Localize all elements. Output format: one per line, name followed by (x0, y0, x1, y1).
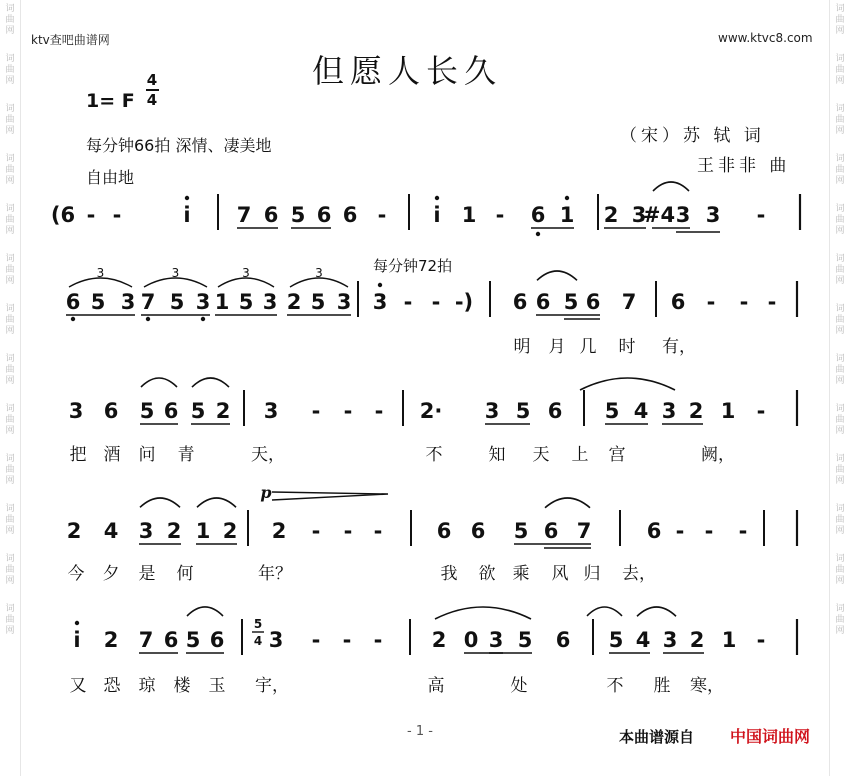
note: 6 (530, 203, 546, 227)
watermark-char: 网 (835, 226, 845, 236)
note: 3 (268, 628, 284, 652)
lyric-syllable: 何 (176, 564, 194, 584)
watermark-char: 词 (835, 104, 845, 114)
note: 6 (470, 519, 486, 543)
style-marking: 自由地 (86, 168, 135, 187)
note: 6 (646, 519, 662, 543)
watermark-char: 网 (5, 476, 15, 486)
note: 1 (195, 519, 211, 543)
watermark-char: 网 (835, 326, 845, 336)
watermark-char: 曲 (835, 15, 845, 25)
note: 5 (513, 519, 529, 543)
low-octave-dot (146, 317, 150, 321)
watermark-char: 曲 (5, 165, 15, 175)
note: 3 (195, 290, 211, 314)
watermark-char: 网 (5, 326, 15, 336)
note: 7 (140, 290, 156, 314)
lyric-syllable: 我 (440, 564, 458, 584)
note: 3 (631, 203, 647, 227)
lyric-syllable: 是 (138, 564, 156, 584)
note: 2 (66, 519, 82, 543)
lyric-syllable: 夕 (102, 564, 120, 584)
note: (6 (50, 203, 76, 227)
watermark-char: 曲 (5, 415, 15, 425)
note: 6 (342, 203, 358, 227)
slur (545, 498, 590, 508)
dynamic-marking: p (260, 483, 272, 502)
note: 6 (535, 290, 551, 314)
note: - (311, 519, 321, 543)
note: 5 (90, 290, 106, 314)
slur (141, 378, 177, 387)
watermark-char: 词 (5, 254, 15, 264)
note: 3 (661, 399, 677, 423)
watermark-char: 网 (835, 426, 845, 436)
note: 3 (675, 203, 691, 227)
lyric-syllable: 恐 (103, 676, 121, 696)
watermark-char: 网 (835, 526, 845, 536)
note: 5 (139, 399, 155, 423)
note: 2 (688, 399, 704, 423)
lyric-syllable: 又 (69, 676, 87, 696)
slur (637, 607, 676, 616)
lyric-syllable: 胜 (653, 676, 671, 696)
note: 6 (670, 290, 686, 314)
note: 6 (103, 399, 119, 423)
watermark-char: 词 (5, 154, 15, 164)
note: - (738, 519, 748, 543)
note: 4 (633, 399, 649, 423)
watermark-char: 曲 (835, 465, 845, 475)
note: - (112, 203, 122, 227)
watermark-char: 词 (5, 4, 15, 14)
tempo-marking: 每分钟66拍 深情、凄美地 (86, 136, 272, 155)
lyric-syllable: 玉 (208, 676, 226, 696)
watermark-char: 词 (5, 104, 15, 114)
watermark-char: 网 (835, 76, 845, 86)
lyric-syllable: 处 (510, 676, 528, 696)
low-octave-dot (201, 317, 205, 321)
note: 6 (543, 519, 559, 543)
watermark-char: 网 (5, 176, 15, 186)
time-change-bottom: 4 (253, 634, 263, 648)
watermark-char: 词 (5, 454, 15, 464)
lyric-syllable: 把 (69, 445, 87, 465)
watermark-char: 网 (5, 76, 15, 86)
site-name-left[interactable]: ktv查吧曲谱网 (31, 33, 110, 47)
watermark-char: 网 (835, 376, 845, 386)
note: 5 (310, 290, 326, 314)
watermark-char: 词 (835, 154, 845, 164)
lyric-syllable: 明 (513, 337, 531, 357)
lyric-syllable: 月 (548, 337, 566, 357)
note: 5 (515, 399, 531, 423)
note: 2 (286, 290, 302, 314)
lyric-syllable: 知 (488, 445, 506, 465)
watermark-char: 词 (5, 354, 15, 364)
note: 1 (720, 399, 736, 423)
lyric-syllable: 去， (622, 564, 656, 584)
triplet-number: 3 (96, 266, 105, 280)
note: 6 (163, 399, 179, 423)
watermark-char: 网 (835, 26, 845, 36)
watermark-char: 网 (835, 276, 845, 286)
page-number: - 1 - (407, 724, 433, 739)
lyric-syllable: 不 (606, 676, 624, 696)
slur (435, 607, 531, 619)
watermark-char: 曲 (835, 415, 845, 425)
note: 1 (214, 290, 230, 314)
slur (197, 498, 236, 507)
watermark-char: 曲 (835, 65, 845, 75)
watermark-char: 网 (5, 276, 15, 286)
lyric-syllable: 有， (662, 337, 696, 357)
watermark-char: 词 (835, 4, 845, 14)
note: 3 (263, 399, 279, 423)
lyric-syllable: 青 (177, 445, 195, 465)
note: 2 (222, 519, 238, 543)
note: 5 (290, 203, 306, 227)
lyric-syllable: 宇， (255, 676, 289, 696)
note: - (374, 399, 384, 423)
note: 2· (419, 399, 443, 423)
note: - (373, 519, 383, 543)
note: 3 (68, 399, 84, 423)
watermark-char: 网 (5, 26, 15, 36)
watermark-char: 词 (5, 554, 15, 564)
lyric-syllable: 高 (427, 676, 445, 696)
note: - (377, 203, 387, 227)
score-layer (51, 182, 800, 696)
watermark-char: 词 (835, 304, 845, 314)
watermark-char: 曲 (835, 265, 845, 275)
note: - (704, 519, 714, 543)
watermark-char: 词 (835, 254, 845, 264)
watermark-char: 词 (5, 54, 15, 64)
note: #4 (642, 203, 676, 227)
note: 2 (271, 519, 287, 543)
note: - (756, 203, 766, 227)
lyric-syllable: 上 (571, 445, 589, 465)
lyric-syllable: 几 (579, 337, 597, 357)
time-change-top: 5 (253, 617, 263, 631)
triplet-number: 3 (242, 266, 250, 280)
low-octave-dot (536, 232, 540, 236)
note: 7 (236, 203, 252, 227)
note: 2 (215, 399, 231, 423)
lyric-syllable: 年？ (258, 564, 292, 584)
note: 4 (635, 628, 651, 652)
note: 1 (721, 628, 737, 652)
note: - (403, 290, 413, 314)
note: i (73, 628, 81, 652)
note: 3 (120, 290, 136, 314)
watermark-char: 词 (835, 454, 845, 464)
note: 2 (166, 519, 182, 543)
note: - (311, 399, 321, 423)
lyric-syllable: 风 (551, 564, 569, 584)
slur (587, 607, 622, 616)
note: 3 (336, 290, 352, 314)
note: - (767, 290, 777, 314)
watermark-char: 曲 (5, 515, 15, 525)
note: 4 (103, 519, 119, 543)
triplet-number: 3 (315, 266, 323, 280)
note: 2 (689, 628, 705, 652)
note: 1 (461, 203, 477, 227)
note: - (756, 399, 766, 423)
note: 5 (185, 628, 201, 652)
note: 3 (372, 290, 388, 314)
high-octave-dot (185, 196, 189, 200)
note: - (756, 628, 766, 652)
watermark-char: 曲 (5, 565, 15, 575)
lyricist-credit: （宋）苏 轼 词 (620, 126, 765, 146)
watermark-char: 曲 (835, 515, 845, 525)
lyric-syllable: 时 (618, 337, 636, 357)
site-url-right[interactable]: www.ktvc8.com (718, 31, 813, 45)
watermark-char: 词 (5, 504, 15, 514)
note: 5 (169, 290, 185, 314)
source-label: 本曲谱源自 (619, 728, 695, 746)
note: 2 (103, 628, 119, 652)
note: 2 (431, 628, 447, 652)
watermark-char: 曲 (5, 465, 15, 475)
watermark-char: 词 (5, 204, 15, 214)
note: -) (454, 290, 474, 314)
key-signature: 1= F (86, 90, 135, 112)
lyric-syllable: 问 (138, 445, 156, 465)
note: 5 (190, 399, 206, 423)
watermark-char: 曲 (5, 15, 15, 25)
lyric-syllable: 归 (583, 564, 601, 584)
watermark-char: 词 (835, 604, 845, 614)
watermark-char: 网 (5, 126, 15, 136)
watermark-char: 网 (5, 626, 15, 636)
note: 3 (705, 203, 721, 227)
note: - (431, 290, 441, 314)
composer-credit: 王非非 曲 (697, 156, 791, 176)
watermark-char: 词 (835, 204, 845, 214)
note: 3 (662, 628, 678, 652)
watermark-char: 网 (5, 526, 15, 536)
note: 3 (138, 519, 154, 543)
watermark-char: 曲 (835, 315, 845, 325)
watermark-char: 网 (5, 376, 15, 386)
note: - (86, 203, 96, 227)
note: i (183, 203, 191, 227)
watermark-char: 曲 (835, 215, 845, 225)
watermark-char: 网 (835, 176, 845, 186)
note: 3 (484, 399, 500, 423)
time-signature-bottom: 4 (146, 91, 158, 109)
note: - (343, 519, 353, 543)
triplet-number: 3 (171, 266, 180, 280)
watermark-char: 网 (835, 626, 845, 636)
note: - (739, 290, 749, 314)
watermark-char: 曲 (835, 565, 845, 575)
watermark-char: 词 (5, 304, 15, 314)
high-octave-dot (75, 621, 79, 625)
lyric-syllable: 寒， (690, 676, 724, 696)
lyric-syllable: 楼 (173, 676, 191, 696)
watermark-char: 曲 (5, 315, 15, 325)
slur (537, 271, 577, 280)
watermark-char: 词 (835, 554, 845, 564)
note: 2 (603, 203, 619, 227)
note: 6 (263, 203, 279, 227)
note: - (675, 519, 685, 543)
note: 7 (138, 628, 154, 652)
watermark-char: 词 (835, 404, 845, 414)
note: - (495, 203, 505, 227)
note: 6 (555, 628, 571, 652)
lyric-syllable: 乘 (512, 564, 530, 584)
note: i (433, 203, 441, 227)
brand-link[interactable]: 中国词曲网 (730, 727, 811, 746)
watermark-char: 词 (835, 354, 845, 364)
note: 6 (65, 290, 81, 314)
note: 5 (563, 290, 579, 314)
note: 5 (608, 628, 624, 652)
watermark-char: 网 (835, 576, 845, 586)
note: 6 (436, 519, 452, 543)
note: 6 (163, 628, 179, 652)
lyric-syllable: 阙， (701, 445, 735, 465)
lyric-syllable: 天 (532, 445, 550, 465)
watermark-char: 词 (5, 604, 15, 614)
note: 5 (604, 399, 620, 423)
note: 3 (488, 628, 504, 652)
watermark-char: 网 (835, 126, 845, 136)
slur (140, 498, 180, 507)
note: 6 (585, 290, 601, 314)
slur (580, 378, 675, 390)
watermark-char: 曲 (835, 115, 845, 125)
lyric-syllable: 欲 (478, 564, 496, 584)
lyric-syllable: 今 (67, 564, 85, 584)
watermark-char: 曲 (5, 265, 15, 275)
time-signature-top: 4 (146, 71, 158, 89)
note: 3 (262, 290, 278, 314)
watermark-char: 网 (835, 476, 845, 486)
note: 0 (463, 628, 479, 652)
note: 7 (576, 519, 592, 543)
high-octave-dot (435, 196, 439, 200)
high-octave-dot (565, 196, 569, 200)
watermark-char: 曲 (5, 365, 15, 375)
note: 6 (547, 399, 563, 423)
lyric-syllable: 酒 (103, 445, 121, 465)
note: 5 (517, 628, 533, 652)
note: - (343, 399, 353, 423)
low-octave-dot (71, 317, 75, 321)
watermark-char: 网 (5, 576, 15, 586)
note: - (373, 628, 383, 652)
note: - (706, 290, 716, 314)
note: 1 (559, 203, 575, 227)
watermark-char: 网 (5, 426, 15, 436)
note: 5 (238, 290, 254, 314)
watermark-char: 曲 (5, 65, 15, 75)
decrescendo-hairpin (272, 492, 388, 500)
note: 6 (209, 628, 225, 652)
watermark-char: 曲 (835, 365, 845, 375)
watermark-char: 曲 (835, 615, 845, 625)
song-title: 但愿人长久 (312, 52, 503, 90)
high-octave-dot (378, 283, 382, 287)
note: 7 (621, 290, 637, 314)
watermark-char: 词 (5, 404, 15, 414)
watermark-char: 词 (835, 504, 845, 514)
tempo-change-marking: 每分钟72拍 (373, 257, 453, 275)
watermark-char: 曲 (835, 165, 845, 175)
watermark-char: 曲 (5, 615, 15, 625)
lyric-syllable: 不 (425, 445, 443, 465)
watermark-char: 曲 (5, 215, 15, 225)
lyric-syllable: 天， (251, 445, 285, 465)
slur (653, 182, 689, 191)
watermark-char: 网 (5, 226, 15, 236)
note: - (311, 628, 321, 652)
note: 6 (316, 203, 332, 227)
note: 6 (512, 290, 528, 314)
watermark-char: 曲 (5, 115, 15, 125)
slur (187, 607, 223, 616)
watermark-char: 词 (835, 54, 845, 64)
lyric-syllable: 琼 (138, 676, 156, 696)
note: - (342, 628, 352, 652)
lyric-syllable: 宫 (608, 445, 626, 465)
slur (192, 378, 229, 387)
